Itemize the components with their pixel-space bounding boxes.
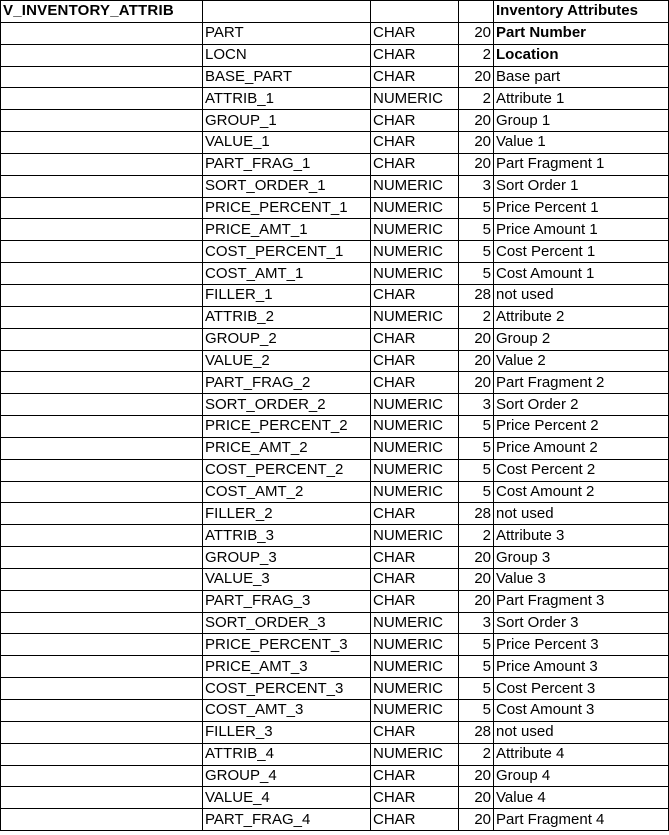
field-description-cell[interactable]: not used <box>494 503 669 525</box>
field-length-cell[interactable]: 28 <box>459 284 494 306</box>
field-name-cell[interactable]: LOCN <box>203 44 371 66</box>
table-name-cell-empty[interactable] <box>1 88 203 110</box>
table-row <box>1 721 669 743</box>
field-type-cell[interactable]: NUMERIC <box>371 612 459 634</box>
table-row <box>1 656 669 678</box>
field-description-cell[interactable]: Value 3 <box>494 568 669 590</box>
field-description-cell[interactable]: Attribute 1 <box>494 88 669 110</box>
field-type-cell[interactable]: CHAR <box>371 568 459 590</box>
table-name-cell-empty[interactable] <box>1 525 203 547</box>
field-description-cell[interactable]: Price Percent 1 <box>494 197 669 219</box>
field-name-cell[interactable]: PRICE_AMT_2 <box>203 437 371 459</box>
field-length-cell[interactable]: 20 <box>459 66 494 88</box>
table-name-cell-empty[interactable] <box>1 197 203 219</box>
field-type-cell[interactable]: CHAR <box>371 372 459 394</box>
field-name-cell[interactable]: ATTRIB_1 <box>203 88 371 110</box>
field-name-cell[interactable]: COST_PERCENT_3 <box>203 678 371 700</box>
field-name-cell[interactable]: SORT_ORDER_3 <box>203 612 371 634</box>
field-length-cell[interactable]: 5 <box>459 197 494 219</box>
field-type-cell[interactable]: CHAR <box>371 547 459 569</box>
field-name-cell[interactable]: COST_AMT_2 <box>203 481 371 503</box>
field-length-cell[interactable]: 5 <box>459 437 494 459</box>
field-description-cell[interactable]: Part Fragment 3 <box>494 590 669 612</box>
table-name-cell-empty[interactable] <box>1 481 203 503</box>
table-row <box>1 241 669 263</box>
field-description-cell[interactable]: Price Amount 1 <box>494 219 669 241</box>
field-type-cell[interactable]: NUMERIC <box>371 634 459 656</box>
field-description-cell[interactable]: Group 4 <box>494 765 669 787</box>
table-row <box>1 350 669 372</box>
table-name-cell-empty[interactable] <box>1 306 203 328</box>
table-name-cell-empty[interactable] <box>1 547 203 569</box>
empty-cell[interactable] <box>371 1 459 23</box>
field-length-cell[interactable]: 20 <box>459 328 494 350</box>
table-row <box>1 809 669 831</box>
table-name-cell-empty[interactable] <box>1 568 203 590</box>
field-type-cell[interactable]: NUMERIC <box>371 175 459 197</box>
table-row <box>1 44 669 66</box>
field-type-cell[interactable]: CHAR <box>371 787 459 809</box>
field-length-cell[interactable]: 5 <box>459 656 494 678</box>
field-name-cell[interactable]: VALUE_3 <box>203 568 371 590</box>
field-description-cell[interactable]: Value 2 <box>494 350 669 372</box>
field-length-cell[interactable]: 20 <box>459 153 494 175</box>
field-length-cell[interactable]: 20 <box>459 132 494 154</box>
table-row <box>1 22 669 44</box>
table-row <box>1 547 669 569</box>
field-description-cell[interactable]: Cost Percent 3 <box>494 678 669 700</box>
table-name-cell-empty[interactable] <box>1 787 203 809</box>
field-type-cell[interactable]: CHAR <box>371 809 459 831</box>
table-name-cell-empty[interactable] <box>1 503 203 525</box>
field-type-cell[interactable]: NUMERIC <box>371 437 459 459</box>
field-description-cell[interactable]: Location <box>494 44 669 66</box>
field-length-cell[interactable]: 20 <box>459 765 494 787</box>
table-name-cell[interactable]: V_INVENTORY_ATTRIB <box>1 1 203 23</box>
field-description-cell[interactable]: Attribute 3 <box>494 525 669 547</box>
field-length-cell[interactable]: 5 <box>459 700 494 722</box>
field-type-cell[interactable]: NUMERIC <box>371 459 459 481</box>
field-description-cell[interactable]: Cost Amount 1 <box>494 263 669 285</box>
field-description-cell[interactable]: Cost Amount 2 <box>494 481 669 503</box>
field-name-cell[interactable]: COST_PERCENT_2 <box>203 459 371 481</box>
field-length-cell[interactable]: 3 <box>459 612 494 634</box>
field-name-cell[interactable]: PART_FRAG_4 <box>203 809 371 831</box>
field-description-cell[interactable]: Part Fragment 4 <box>494 809 669 831</box>
field-name-cell[interactable]: GROUP_2 <box>203 328 371 350</box>
table-name-cell-empty[interactable] <box>1 721 203 743</box>
table-row <box>1 88 669 110</box>
field-length-cell[interactable]: 5 <box>459 219 494 241</box>
table-row <box>1 110 669 132</box>
table-name-cell-empty[interactable] <box>1 328 203 350</box>
field-name-cell[interactable]: ATTRIB_2 <box>203 306 371 328</box>
field-type-cell[interactable]: NUMERIC <box>371 743 459 765</box>
field-description-cell[interactable]: Sort Order 1 <box>494 175 669 197</box>
field-length-cell[interactable]: 2 <box>459 88 494 110</box>
field-length-cell[interactable]: 20 <box>459 809 494 831</box>
table-row <box>1 437 669 459</box>
field-length-cell[interactable]: 20 <box>459 372 494 394</box>
field-description-cell[interactable]: not used <box>494 721 669 743</box>
field-length-cell[interactable]: 5 <box>459 481 494 503</box>
table-row <box>1 219 669 241</box>
field-name-cell[interactable]: PRICE_PERCENT_1 <box>203 197 371 219</box>
field-name-cell[interactable]: PRICE_AMT_3 <box>203 656 371 678</box>
field-description-cell[interactable]: Base part <box>494 66 669 88</box>
table-row <box>1 197 669 219</box>
table-name-cell-empty[interactable] <box>1 416 203 438</box>
field-name-cell[interactable]: ATTRIB_3 <box>203 525 371 547</box>
field-type-cell[interactable]: CHAR <box>371 22 459 44</box>
field-name-cell[interactable]: BASE_PART <box>203 66 371 88</box>
empty-cell[interactable] <box>459 1 494 23</box>
table-row <box>1 175 669 197</box>
field-name-cell[interactable]: PART_FRAG_2 <box>203 372 371 394</box>
field-description-cell[interactable]: Group 2 <box>494 328 669 350</box>
field-type-cell[interactable]: NUMERIC <box>371 656 459 678</box>
field-length-cell[interactable]: 5 <box>459 241 494 263</box>
field-type-cell[interactable]: NUMERIC <box>371 197 459 219</box>
field-length-cell[interactable]: 20 <box>459 568 494 590</box>
table-name-cell-empty[interactable] <box>1 263 203 285</box>
field-length-cell[interactable]: 2 <box>459 525 494 547</box>
table-name-cell-empty[interactable] <box>1 437 203 459</box>
table-name-cell-empty[interactable] <box>1 743 203 765</box>
field-name-cell[interactable]: FILLER_2 <box>203 503 371 525</box>
field-name-cell[interactable]: PART_FRAG_1 <box>203 153 371 175</box>
field-description-cell[interactable]: Sort Order 3 <box>494 612 669 634</box>
field-length-cell[interactable]: 5 <box>459 416 494 438</box>
field-type-cell[interactable]: CHAR <box>371 503 459 525</box>
field-length-cell[interactable]: 5 <box>459 634 494 656</box>
table-name-cell-empty[interactable] <box>1 110 203 132</box>
field-length-cell[interactable]: 28 <box>459 721 494 743</box>
table-row <box>1 503 669 525</box>
field-type-cell[interactable]: CHAR <box>371 284 459 306</box>
field-description-cell[interactable]: Price Amount 3 <box>494 656 669 678</box>
table-name-cell-empty[interactable] <box>1 809 203 831</box>
field-name-cell[interactable]: PRICE_AMT_1 <box>203 219 371 241</box>
field-length-cell[interactable]: 20 <box>459 110 494 132</box>
field-name-cell[interactable]: SORT_ORDER_1 <box>203 175 371 197</box>
field-name-cell[interactable]: COST_PERCENT_1 <box>203 241 371 263</box>
table-name-cell-empty[interactable] <box>1 678 203 700</box>
table-name-cell-empty[interactable] <box>1 22 203 44</box>
field-type-cell[interactable]: NUMERIC <box>371 306 459 328</box>
field-name-cell[interactable]: ATTRIB_4 <box>203 743 371 765</box>
table-name-cell-empty[interactable] <box>1 153 203 175</box>
table-row <box>1 787 669 809</box>
field-name-cell[interactable]: VALUE_4 <box>203 787 371 809</box>
table-row <box>1 394 669 416</box>
field-type-cell[interactable]: CHAR <box>371 350 459 372</box>
table-name-cell-empty[interactable] <box>1 175 203 197</box>
table-row <box>1 678 669 700</box>
field-length-cell[interactable]: 20 <box>459 350 494 372</box>
table-name-cell-empty[interactable] <box>1 612 203 634</box>
table-name-cell-empty[interactable] <box>1 590 203 612</box>
field-description-cell[interactable]: Group 3 <box>494 547 669 569</box>
table-row <box>1 263 669 285</box>
table-name-cell-empty[interactable] <box>1 44 203 66</box>
field-length-cell[interactable]: 3 <box>459 394 494 416</box>
field-description-cell[interactable]: Part Fragment 1 <box>494 153 669 175</box>
field-name-cell[interactable]: GROUP_3 <box>203 547 371 569</box>
field-length-cell[interactable]: 2 <box>459 306 494 328</box>
table-name-cell-empty[interactable] <box>1 459 203 481</box>
table-name-cell-empty[interactable] <box>1 656 203 678</box>
field-length-cell[interactable]: 20 <box>459 590 494 612</box>
empty-cell[interactable] <box>203 1 371 23</box>
field-description-cell[interactable]: Part Fragment 2 <box>494 372 669 394</box>
field-description-cell[interactable]: Attribute 4 <box>494 743 669 765</box>
field-length-cell[interactable]: 5 <box>459 459 494 481</box>
field-type-cell[interactable]: CHAR <box>371 765 459 787</box>
table-row <box>1 765 669 787</box>
field-type-cell[interactable]: NUMERIC <box>371 241 459 263</box>
field-length-cell[interactable]: 3 <box>459 175 494 197</box>
field-type-cell[interactable]: CHAR <box>371 110 459 132</box>
field-description-cell[interactable]: Price Amount 2 <box>494 437 669 459</box>
field-length-cell[interactable]: 5 <box>459 263 494 285</box>
table-name-cell-empty[interactable] <box>1 66 203 88</box>
field-type-cell[interactable]: NUMERIC <box>371 416 459 438</box>
table-row <box>1 700 669 722</box>
field-name-cell[interactable]: PRICE_PERCENT_2 <box>203 416 371 438</box>
field-length-cell[interactable]: 28 <box>459 503 494 525</box>
field-name-cell[interactable]: VALUE_2 <box>203 350 371 372</box>
table-row <box>1 153 669 175</box>
table-row <box>1 306 669 328</box>
field-description-cell[interactable]: Sort Order 2 <box>494 394 669 416</box>
field-name-cell[interactable]: GROUP_1 <box>203 110 371 132</box>
field-name-cell[interactable]: SORT_ORDER_2 <box>203 394 371 416</box>
table-row <box>1 568 669 590</box>
table-row <box>1 590 669 612</box>
table-name-cell-empty[interactable] <box>1 700 203 722</box>
field-description-cell[interactable]: Value 4 <box>494 787 669 809</box>
field-name-cell[interactable]: PART <box>203 22 371 44</box>
table-name-cell-empty[interactable] <box>1 284 203 306</box>
table-name-cell-empty[interactable] <box>1 350 203 372</box>
table-name-cell-empty[interactable] <box>1 372 203 394</box>
table-row <box>1 525 669 547</box>
field-type-cell[interactable]: CHAR <box>371 132 459 154</box>
field-description-cell[interactable]: Value 1 <box>494 132 669 154</box>
field-type-cell[interactable]: CHAR <box>371 721 459 743</box>
field-type-cell[interactable]: CHAR <box>371 44 459 66</box>
field-length-cell[interactable]: 2 <box>459 743 494 765</box>
field-name-cell[interactable]: FILLER_1 <box>203 284 371 306</box>
table-name-cell-empty[interactable] <box>1 394 203 416</box>
table-row <box>1 481 669 503</box>
field-length-cell[interactable]: 2 <box>459 44 494 66</box>
field-description-cell[interactable]: not used <box>494 284 669 306</box>
field-name-cell[interactable]: PRICE_PERCENT_3 <box>203 634 371 656</box>
field-description-cell[interactable]: Cost Amount 3 <box>494 700 669 722</box>
field-type-cell[interactable]: NUMERIC <box>371 678 459 700</box>
table-row <box>1 66 669 88</box>
table-row <box>1 416 669 438</box>
field-type-cell[interactable]: NUMERIC <box>371 700 459 722</box>
table-name-cell-empty[interactable] <box>1 241 203 263</box>
field-length-cell[interactable]: 20 <box>459 22 494 44</box>
table-name-cell-empty[interactable] <box>1 634 203 656</box>
field-name-cell[interactable]: GROUP_4 <box>203 765 371 787</box>
table-row <box>1 284 669 306</box>
field-description-cell[interactable]: Group 1 <box>494 110 669 132</box>
field-type-cell[interactable]: NUMERIC <box>371 88 459 110</box>
table-row <box>1 328 669 350</box>
table-row <box>1 372 669 394</box>
field-description-cell[interactable]: Cost Percent 2 <box>494 459 669 481</box>
field-type-cell[interactable]: NUMERIC <box>371 219 459 241</box>
field-description-cell[interactable]: Price Percent 3 <box>494 634 669 656</box>
table-name-cell-empty[interactable] <box>1 132 203 154</box>
field-type-cell[interactable]: NUMERIC <box>371 481 459 503</box>
field-length-cell[interactable]: 20 <box>459 547 494 569</box>
table-row <box>1 612 669 634</box>
field-description-cell[interactable]: Part Number <box>494 22 669 44</box>
field-type-cell[interactable]: CHAR <box>371 328 459 350</box>
table-row <box>1 743 669 765</box>
field-type-cell[interactable]: CHAR <box>371 590 459 612</box>
table-row <box>1 459 669 481</box>
field-name-cell[interactable]: PART_FRAG_3 <box>203 590 371 612</box>
table-name-cell-empty[interactable] <box>1 219 203 241</box>
field-name-cell[interactable]: COST_AMT_1 <box>203 263 371 285</box>
field-type-cell[interactable]: CHAR <box>371 153 459 175</box>
field-type-cell[interactable]: NUMERIC <box>371 394 459 416</box>
table-row <box>1 634 669 656</box>
field-description-cell[interactable]: Price Percent 2 <box>494 416 669 438</box>
field-description-cell[interactable]: Attribute 2 <box>494 306 669 328</box>
field-name-cell[interactable]: COST_AMT_3 <box>203 700 371 722</box>
field-length-cell[interactable]: 20 <box>459 787 494 809</box>
field-description-cell[interactable]: Cost Percent 1 <box>494 241 669 263</box>
table-body <box>1 1 669 831</box>
field-type-cell[interactable]: NUMERIC <box>371 525 459 547</box>
field-type-cell[interactable]: NUMERIC <box>371 263 459 285</box>
table-name-cell-empty[interactable] <box>1 765 203 787</box>
field-type-cell[interactable]: CHAR <box>371 66 459 88</box>
table-row <box>1 132 669 154</box>
field-name-cell[interactable]: VALUE_1 <box>203 132 371 154</box>
field-name-cell[interactable]: FILLER_3 <box>203 721 371 743</box>
table-description-cell[interactable]: Inventory Attributes <box>494 1 669 23</box>
field-length-cell[interactable]: 5 <box>459 678 494 700</box>
table-header-row <box>1 1 669 23</box>
